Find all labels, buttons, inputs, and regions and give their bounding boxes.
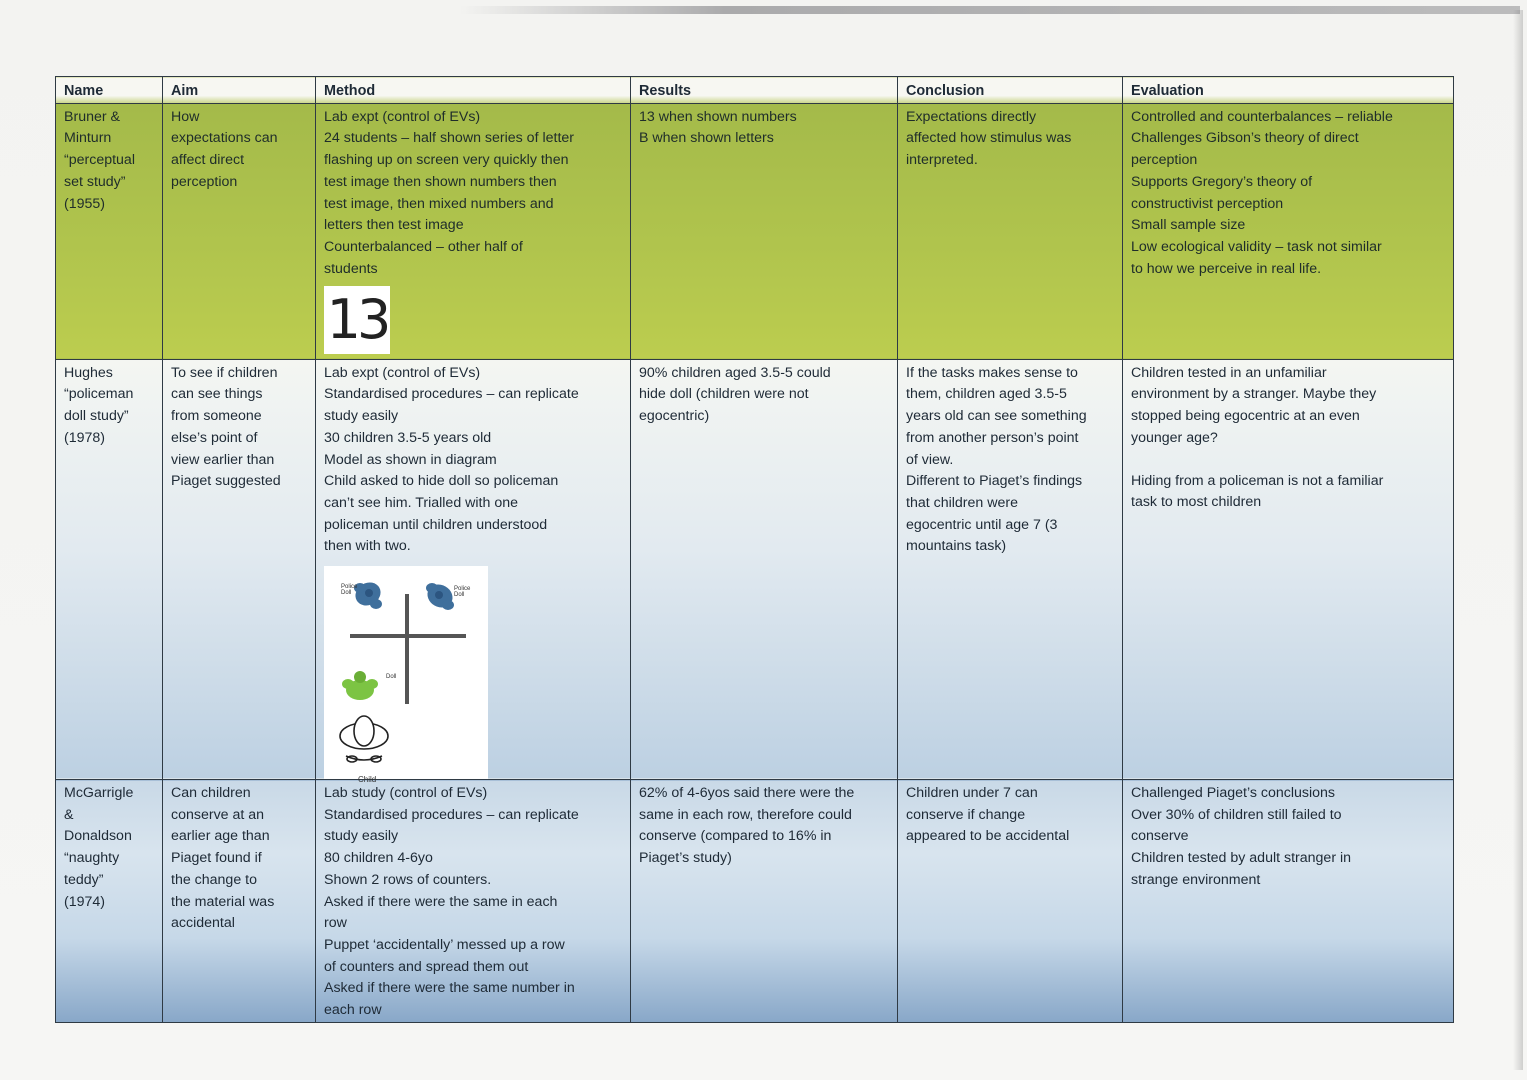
text-line: Piaget’s study) bbox=[639, 850, 732, 867]
text-line: can’t see him. Trialled with one bbox=[324, 494, 518, 511]
text-line: Can children bbox=[171, 785, 251, 802]
policeman-doll-diagram bbox=[324, 566, 488, 785]
table-row bbox=[56, 780, 1454, 1023]
text-line: Different to Piaget’s findings bbox=[906, 473, 1083, 490]
text-line: Standardised procedures – can replicate bbox=[324, 806, 579, 823]
cell-conclusion bbox=[898, 780, 1123, 1023]
text-line: 90% children aged 3.5-5 could bbox=[639, 364, 831, 381]
text-line: students bbox=[324, 260, 378, 277]
police-doll-right-label bbox=[454, 586, 470, 598]
text-line: interpreted. bbox=[906, 152, 978, 169]
paper-edge-shadow bbox=[1513, 10, 1523, 1070]
text-line: Asked if there were the same in each bbox=[324, 893, 558, 910]
header-evaluation: Evaluation bbox=[1123, 77, 1454, 104]
text-line: test image then shown numbers then bbox=[324, 173, 557, 190]
text-line: set study” bbox=[64, 173, 126, 190]
cell-evaluation bbox=[1123, 780, 1454, 1023]
header-name: Name bbox=[56, 77, 163, 104]
text-line: them, children aged 3.5-5 bbox=[906, 386, 1067, 403]
text-line: stopped being egocentric at an even bbox=[1131, 408, 1360, 425]
text-line: that children were bbox=[906, 494, 1018, 511]
text-line: the material was bbox=[171, 893, 275, 910]
header-results: Results bbox=[631, 77, 898, 104]
text-line: from someone bbox=[171, 408, 262, 425]
text-line: conserve bbox=[1131, 828, 1189, 845]
text-line: view earlier than bbox=[171, 451, 275, 468]
text-line: hide doll (children were not bbox=[639, 386, 809, 403]
table-row bbox=[56, 359, 1454, 779]
doll-label: Doll bbox=[386, 674, 397, 681]
stimulus-13-image: 13 bbox=[324, 286, 390, 354]
text-line: Hughes bbox=[64, 364, 113, 381]
text-line: years old can see something bbox=[906, 408, 1087, 425]
text-line: 13 when shown numbers bbox=[639, 108, 797, 125]
text-line: conserve if change bbox=[906, 806, 1026, 823]
text-line: accidental bbox=[171, 915, 235, 932]
table-row bbox=[56, 103, 1454, 359]
text-line: constructivist perception bbox=[1131, 195, 1284, 212]
text-line: Controlled and counterbalances – reliable bbox=[1131, 108, 1393, 125]
header-method: Method bbox=[316, 77, 631, 104]
text-line: strange environment bbox=[1131, 871, 1261, 888]
text-line: egocentric until age 7 (3 bbox=[906, 516, 1058, 533]
header-conclusion: Conclusion bbox=[898, 77, 1123, 104]
text-line: How bbox=[171, 108, 200, 125]
text-line: same in each row, therefore could bbox=[639, 806, 852, 823]
text-line: Shown 2 rows of counters. bbox=[324, 871, 492, 888]
text-line: Puppet ‘accidentally’ messed up a row bbox=[324, 936, 565, 953]
text-line: Hiding from a policeman is not a familiar bbox=[1131, 472, 1384, 489]
text-line: 80 children 4-6yo bbox=[324, 850, 433, 867]
cell-evaluation bbox=[1123, 359, 1454, 779]
text-line: Challenges Gibson’s theory of direct bbox=[1131, 130, 1359, 147]
text-line: conserve (compared to 16% in bbox=[639, 828, 832, 845]
cell-evaluation bbox=[1123, 103, 1454, 359]
cell-results bbox=[631, 359, 898, 779]
cell-aim bbox=[163, 780, 316, 1023]
text-line: from another person’s point bbox=[906, 429, 1079, 446]
text-line: Lab expt (control of EVs) bbox=[324, 108, 481, 125]
text-line: can see things bbox=[171, 386, 263, 403]
text-line: 62% of 4-6yos said there were the bbox=[639, 785, 855, 802]
text-line: egocentric) bbox=[639, 408, 710, 425]
label-line: Police bbox=[454, 586, 471, 593]
text-line: “policeman bbox=[64, 386, 134, 403]
text-line: expectations can bbox=[171, 130, 278, 147]
text-line: test image, then mixed numbers and bbox=[324, 195, 554, 212]
text-line: Lab expt (control of EVs) bbox=[324, 364, 481, 381]
text-line: Counterbalanced – other half of bbox=[324, 238, 523, 255]
text-line: Lab study (control of EVs) bbox=[324, 785, 488, 802]
label-line: Doll bbox=[341, 590, 352, 597]
text-line: Small sample size bbox=[1131, 217, 1246, 234]
text-line: row bbox=[324, 915, 347, 932]
cell-aim bbox=[163, 103, 316, 359]
text-line: B when shown letters bbox=[639, 130, 774, 147]
text-line: younger age? bbox=[1131, 429, 1218, 446]
text-line: affected how stimulus was bbox=[906, 130, 1072, 147]
text-line: (1974) bbox=[64, 893, 106, 910]
text-line: the change to bbox=[171, 871, 257, 888]
text-line: Child asked to hide doll so policeman bbox=[324, 473, 559, 490]
text-line: else’s point of bbox=[171, 429, 258, 446]
text-line: Piaget suggested bbox=[171, 473, 281, 490]
cell-name bbox=[56, 359, 163, 779]
text-line: (1955) bbox=[64, 195, 106, 212]
text-line: & bbox=[64, 806, 74, 823]
doll-icon bbox=[342, 671, 378, 700]
text-line: earlier age than bbox=[171, 828, 270, 845]
text-line: mountains task) bbox=[906, 538, 1007, 555]
text-line: study easily bbox=[324, 408, 399, 425]
psychology-studies-table bbox=[55, 76, 1454, 1023]
cell-aim bbox=[163, 359, 316, 779]
header-row bbox=[56, 77, 1454, 104]
text-line: flashing up on screen very quickly then bbox=[324, 152, 569, 169]
text-line: Children tested in an unfamiliar bbox=[1131, 364, 1327, 381]
text-line: Over 30% of children still failed to bbox=[1131, 806, 1342, 823]
text-line: Expectations directly bbox=[906, 108, 1037, 125]
text-line: of view. bbox=[906, 451, 954, 468]
cell-results bbox=[631, 780, 898, 1023]
text-line: Asked if there were the same number in bbox=[324, 980, 575, 997]
text-line: letters then test image bbox=[324, 217, 464, 234]
text-line: Challenged Piaget’s conclusions bbox=[1131, 785, 1336, 802]
text-line: (1978) bbox=[64, 429, 106, 446]
child-icon bbox=[340, 716, 388, 762]
text-line: to how we perceive in real life. bbox=[1131, 260, 1322, 277]
cell-method bbox=[316, 103, 631, 359]
police-doll-left-label bbox=[341, 584, 357, 596]
text-line: McGarrigle bbox=[64, 785, 134, 802]
cell-name bbox=[56, 780, 163, 1023]
paper-shadow bbox=[460, 6, 1520, 14]
cell-results bbox=[631, 103, 898, 359]
text-line: appeared to be accidental bbox=[906, 828, 1070, 845]
text-line: “perceptual bbox=[64, 152, 135, 169]
text-line: Low ecological validity – task not similar bbox=[1131, 238, 1382, 255]
child-label: Child bbox=[358, 775, 377, 785]
cell-conclusion bbox=[898, 103, 1123, 359]
text-line: each row bbox=[324, 1002, 382, 1019]
text-line: Bruner & bbox=[64, 108, 120, 125]
text-line: perception bbox=[171, 173, 238, 190]
text-line: If the tasks makes sense to bbox=[906, 364, 1078, 381]
text-line: Piaget found if bbox=[171, 850, 262, 867]
text-line: of counters and spread them out bbox=[324, 958, 529, 975]
text-line: Donaldson bbox=[64, 828, 132, 845]
text-line: policeman until children understood bbox=[324, 516, 548, 533]
text-line: “naughty bbox=[64, 850, 120, 867]
text-line: Supports Gregory’s theory of bbox=[1131, 173, 1313, 190]
cell-name bbox=[56, 103, 163, 359]
text-line: study easily bbox=[324, 828, 399, 845]
label-line: Doll bbox=[454, 592, 465, 599]
wall-vertical bbox=[405, 594, 409, 704]
text-line: conserve at an bbox=[171, 806, 265, 823]
text-line: perception bbox=[1131, 152, 1198, 169]
text-line: Children under 7 can bbox=[906, 785, 1038, 802]
text-line: 30 children 3.5-5 years old bbox=[324, 429, 492, 446]
label-line: Police bbox=[341, 584, 358, 591]
text-line: task to most children bbox=[1131, 494, 1262, 511]
text-line: To see if children bbox=[171, 364, 278, 381]
text-line: environment by a stranger. Maybe they bbox=[1131, 386, 1377, 403]
police-doll-right-icon bbox=[423, 580, 457, 612]
cell-method bbox=[316, 359, 631, 785]
text-line: Children tested by adult stranger in bbox=[1131, 850, 1352, 867]
spacer bbox=[1131, 450, 1448, 471]
header-aim: Aim bbox=[163, 77, 316, 104]
text-line: Minturn bbox=[64, 130, 112, 147]
text-line: Model as shown in diagram bbox=[324, 451, 497, 468]
text-line: doll study” bbox=[64, 408, 129, 425]
text-line: then with two. bbox=[324, 538, 411, 555]
text-line: teddy” bbox=[64, 871, 104, 888]
text-line: 24 students – half shown series of letter bbox=[324, 130, 574, 147]
cell-conclusion bbox=[898, 359, 1123, 779]
cell-method bbox=[316, 780, 631, 1023]
text-line: affect direct bbox=[171, 152, 245, 169]
text-line: Standardised procedures – can replicate bbox=[324, 386, 579, 403]
